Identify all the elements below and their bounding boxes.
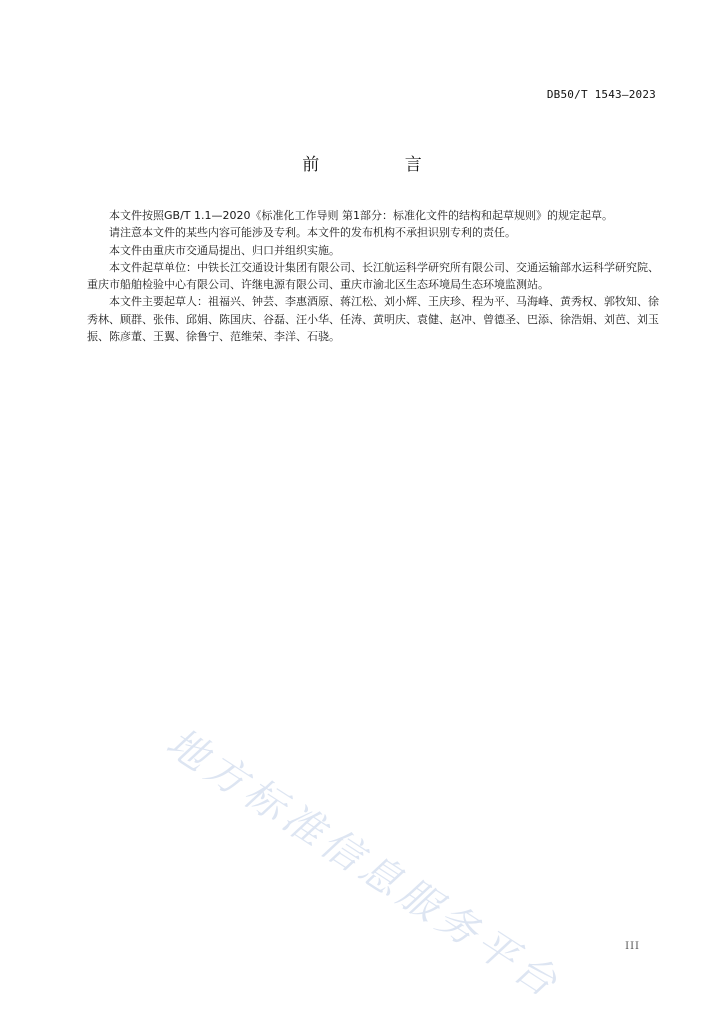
paragraph-drafting-rules: 本文件按照GB/T 1.1—2020《标准化工作导则 第1部分：标准化文件的结构和起草规则》的规定起草。: [109, 209, 613, 222]
page-number: III: [625, 941, 640, 952]
paragraph-patent-notice: 请注意本文件的某些内容可能涉及专利。本文件的发布机构不承担识别专利的责任。: [109, 226, 516, 240]
standard-number: DB50/T 1543—2023: [546, 88, 656, 101]
paragraph-drafting-units: 本文件起草单位：中铁长江交通设计集团有限公司、长江航运科学研究所有限公司、交通运输部水运科学研究院、重庆市船舶检验中心有限公司、许继电源有限公司、重庆市渝北区生态环境局生态环境监测站。: [87, 260, 659, 292]
paragraph-proposer: 本文件由重庆市交通局提出、归口并组织实施。: [109, 243, 340, 257]
page-title: 前 言: [302, 155, 462, 175]
paragraph-drafters: 本文件主要起草人：祖福兴、钟芸、李惠酒原、蒋江松、刘小辉、王庆珍、程为平、马海峰、黄秀权、郭牧知、徐秀林、顾群、张伟、邱娟、陈国庆、谷磊、汪小华、任涛、黄明庆、袁健、赵冲、曾德圣、巴添、徐浩娟、刘芭、刘玉振、陈彦董、王翼、徐鲁宁、范维荣、李洋、石骁。: [87, 295, 659, 344]
watermark: 地方标准信息服务平台: [158, 719, 569, 1009]
foreword-body: [87, 207, 659, 345]
